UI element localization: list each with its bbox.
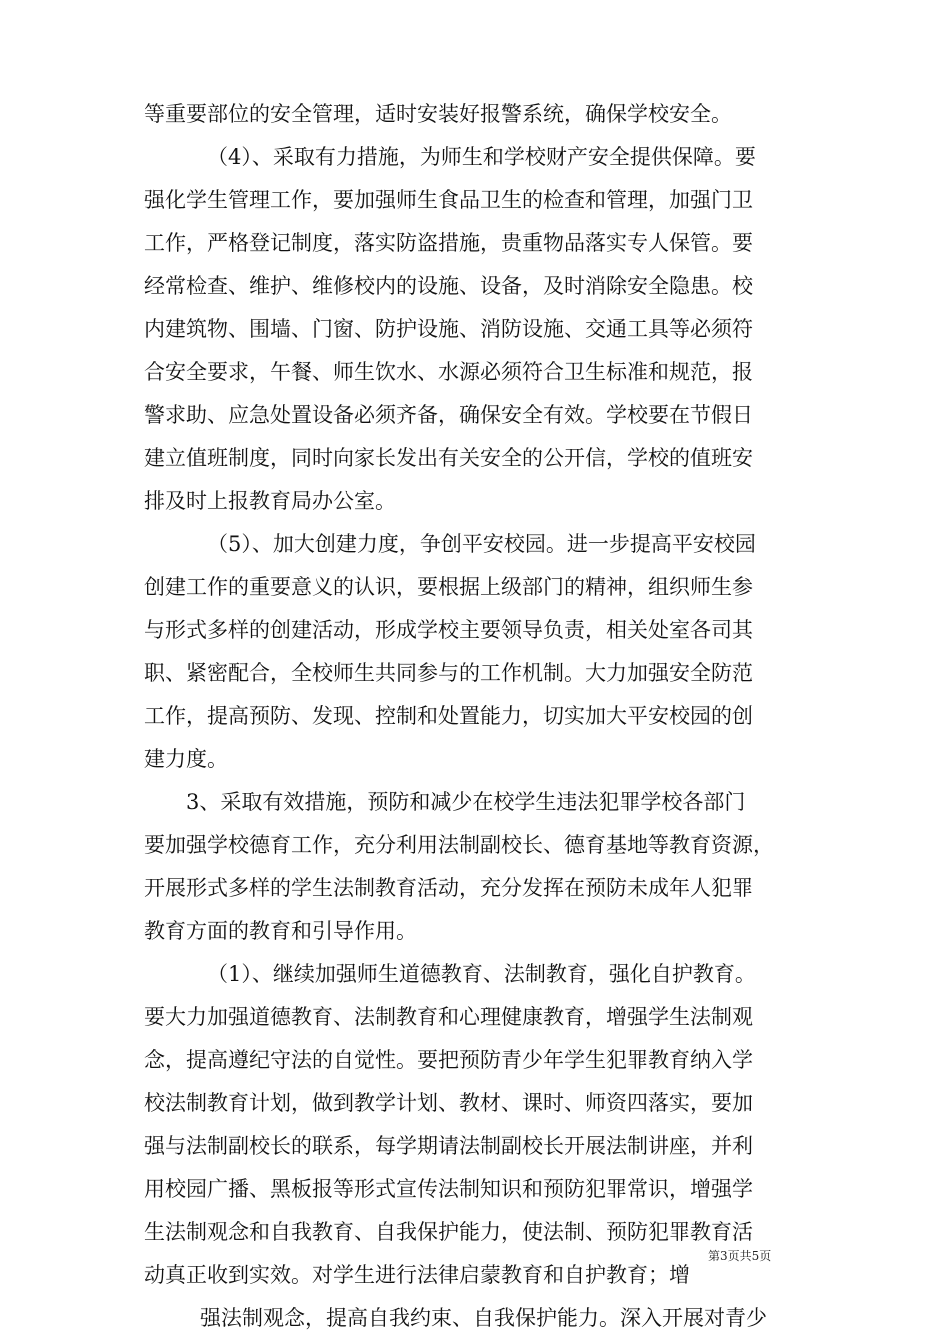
- text-line-4: 工作，严格登记制度，落实防盗措施，贵重物品落实专人保管。要: [144, 231, 753, 255]
- text-line-25: 强与法制副校长的联系，每学期请法制副校长开展法制讲座，并利: [144, 1134, 753, 1158]
- text-line-27: 生法制观念和自我教育、自我保护能力，使法制、预防犯罪教育活: [144, 1220, 753, 1244]
- text-line-11: （5）、加大创建力度，争创平安校园。进一步提高平安校园: [207, 532, 756, 556]
- text-line-20: 教育方面的教育和引导作用。: [144, 919, 417, 943]
- text-line-21: （1）、继续加强师生道德教育、法制教育，强化自护教育。: [207, 962, 756, 986]
- text-line-8: 警求助、应急处置设备必须齐备，确保安全有效。学校要在节假日: [144, 403, 753, 427]
- text-line-3: 强化学生管理工作，要加强师生食品卫生的检查和管理，加强门卫: [144, 188, 753, 212]
- text-line-23: 念，提高遵纪守法的自觉性。要把预防青少年学生犯罪教育纳入学: [144, 1048, 753, 1072]
- text-line-15: 工作，提高预防、发现、控制和处置能力，切实加大平安校园的创: [144, 704, 753, 728]
- text-line-26: 用校园广播、黑板报等形式宣传法制知识和预防犯罪常识，增强学: [144, 1177, 753, 1201]
- text-line-2: （4）、采取有力措施，为师生和学校财产安全提供保障。要: [207, 145, 756, 169]
- text-line-12: 创建工作的重要意义的认识，要根据上级部门的精神，组织师生参: [144, 575, 753, 599]
- text-line-13: 与形式多样的创建活动，形成学校主要领导负责，相关处室各司其: [144, 618, 753, 642]
- text-line-16: 建力度。: [144, 747, 228, 771]
- text-line-18: 要加强学校德育工作，充分利用法制副校长、德育基地等教育资源，: [144, 833, 774, 857]
- text-line-9: 建立值班制度，同时向家长发出有关安全的公开信，学校的值班安: [144, 446, 753, 470]
- text-line-28: 动真正收到实效。对学生进行法律启蒙教育和自护教育；增: [144, 1263, 690, 1287]
- text-line-29: 强法制观念，提高自我约束、自我保护能力。深入开展对青少: [200, 1306, 767, 1330]
- text-line-1: 等重要部位的安全管理，适时安装好报警系统，确保学校安全。: [144, 102, 732, 126]
- page-number-footer: 第3页共5页: [708, 1249, 772, 1263]
- text-line-19: 开展形式多样的学生法制教育活动，充分发挥在预防未成年人犯罪: [144, 876, 753, 900]
- text-line-10: 排及时上报教育局办公室。: [144, 489, 396, 513]
- text-line-5: 经常检查、维护、维修校内的设施、设备，及时消除安全隐患。校: [144, 274, 753, 298]
- text-line-22: 要大力加强道德教育、法制教育和心理健康教育，增强学生法制观: [144, 1005, 753, 1029]
- text-line-17: 3、采取有效措施，预防和减少在校学生违法犯罪学校各部门: [186, 790, 746, 814]
- text-line-14: 职、紧密配合，全校师生共同参与的工作机制。大力加强安全防范: [144, 661, 753, 685]
- text-line-7: 合安全要求，午餐、师生饮水、水源必须符合卫生标准和规范，报: [144, 360, 753, 384]
- text-line-24: 校法制教育计划，做到教学计划、教材、课时、师资四落实，要加: [144, 1091, 753, 1115]
- text-line-6: 内建筑物、围墙、门窗、防护设施、消防设施、交通工具等必须符: [144, 317, 753, 341]
